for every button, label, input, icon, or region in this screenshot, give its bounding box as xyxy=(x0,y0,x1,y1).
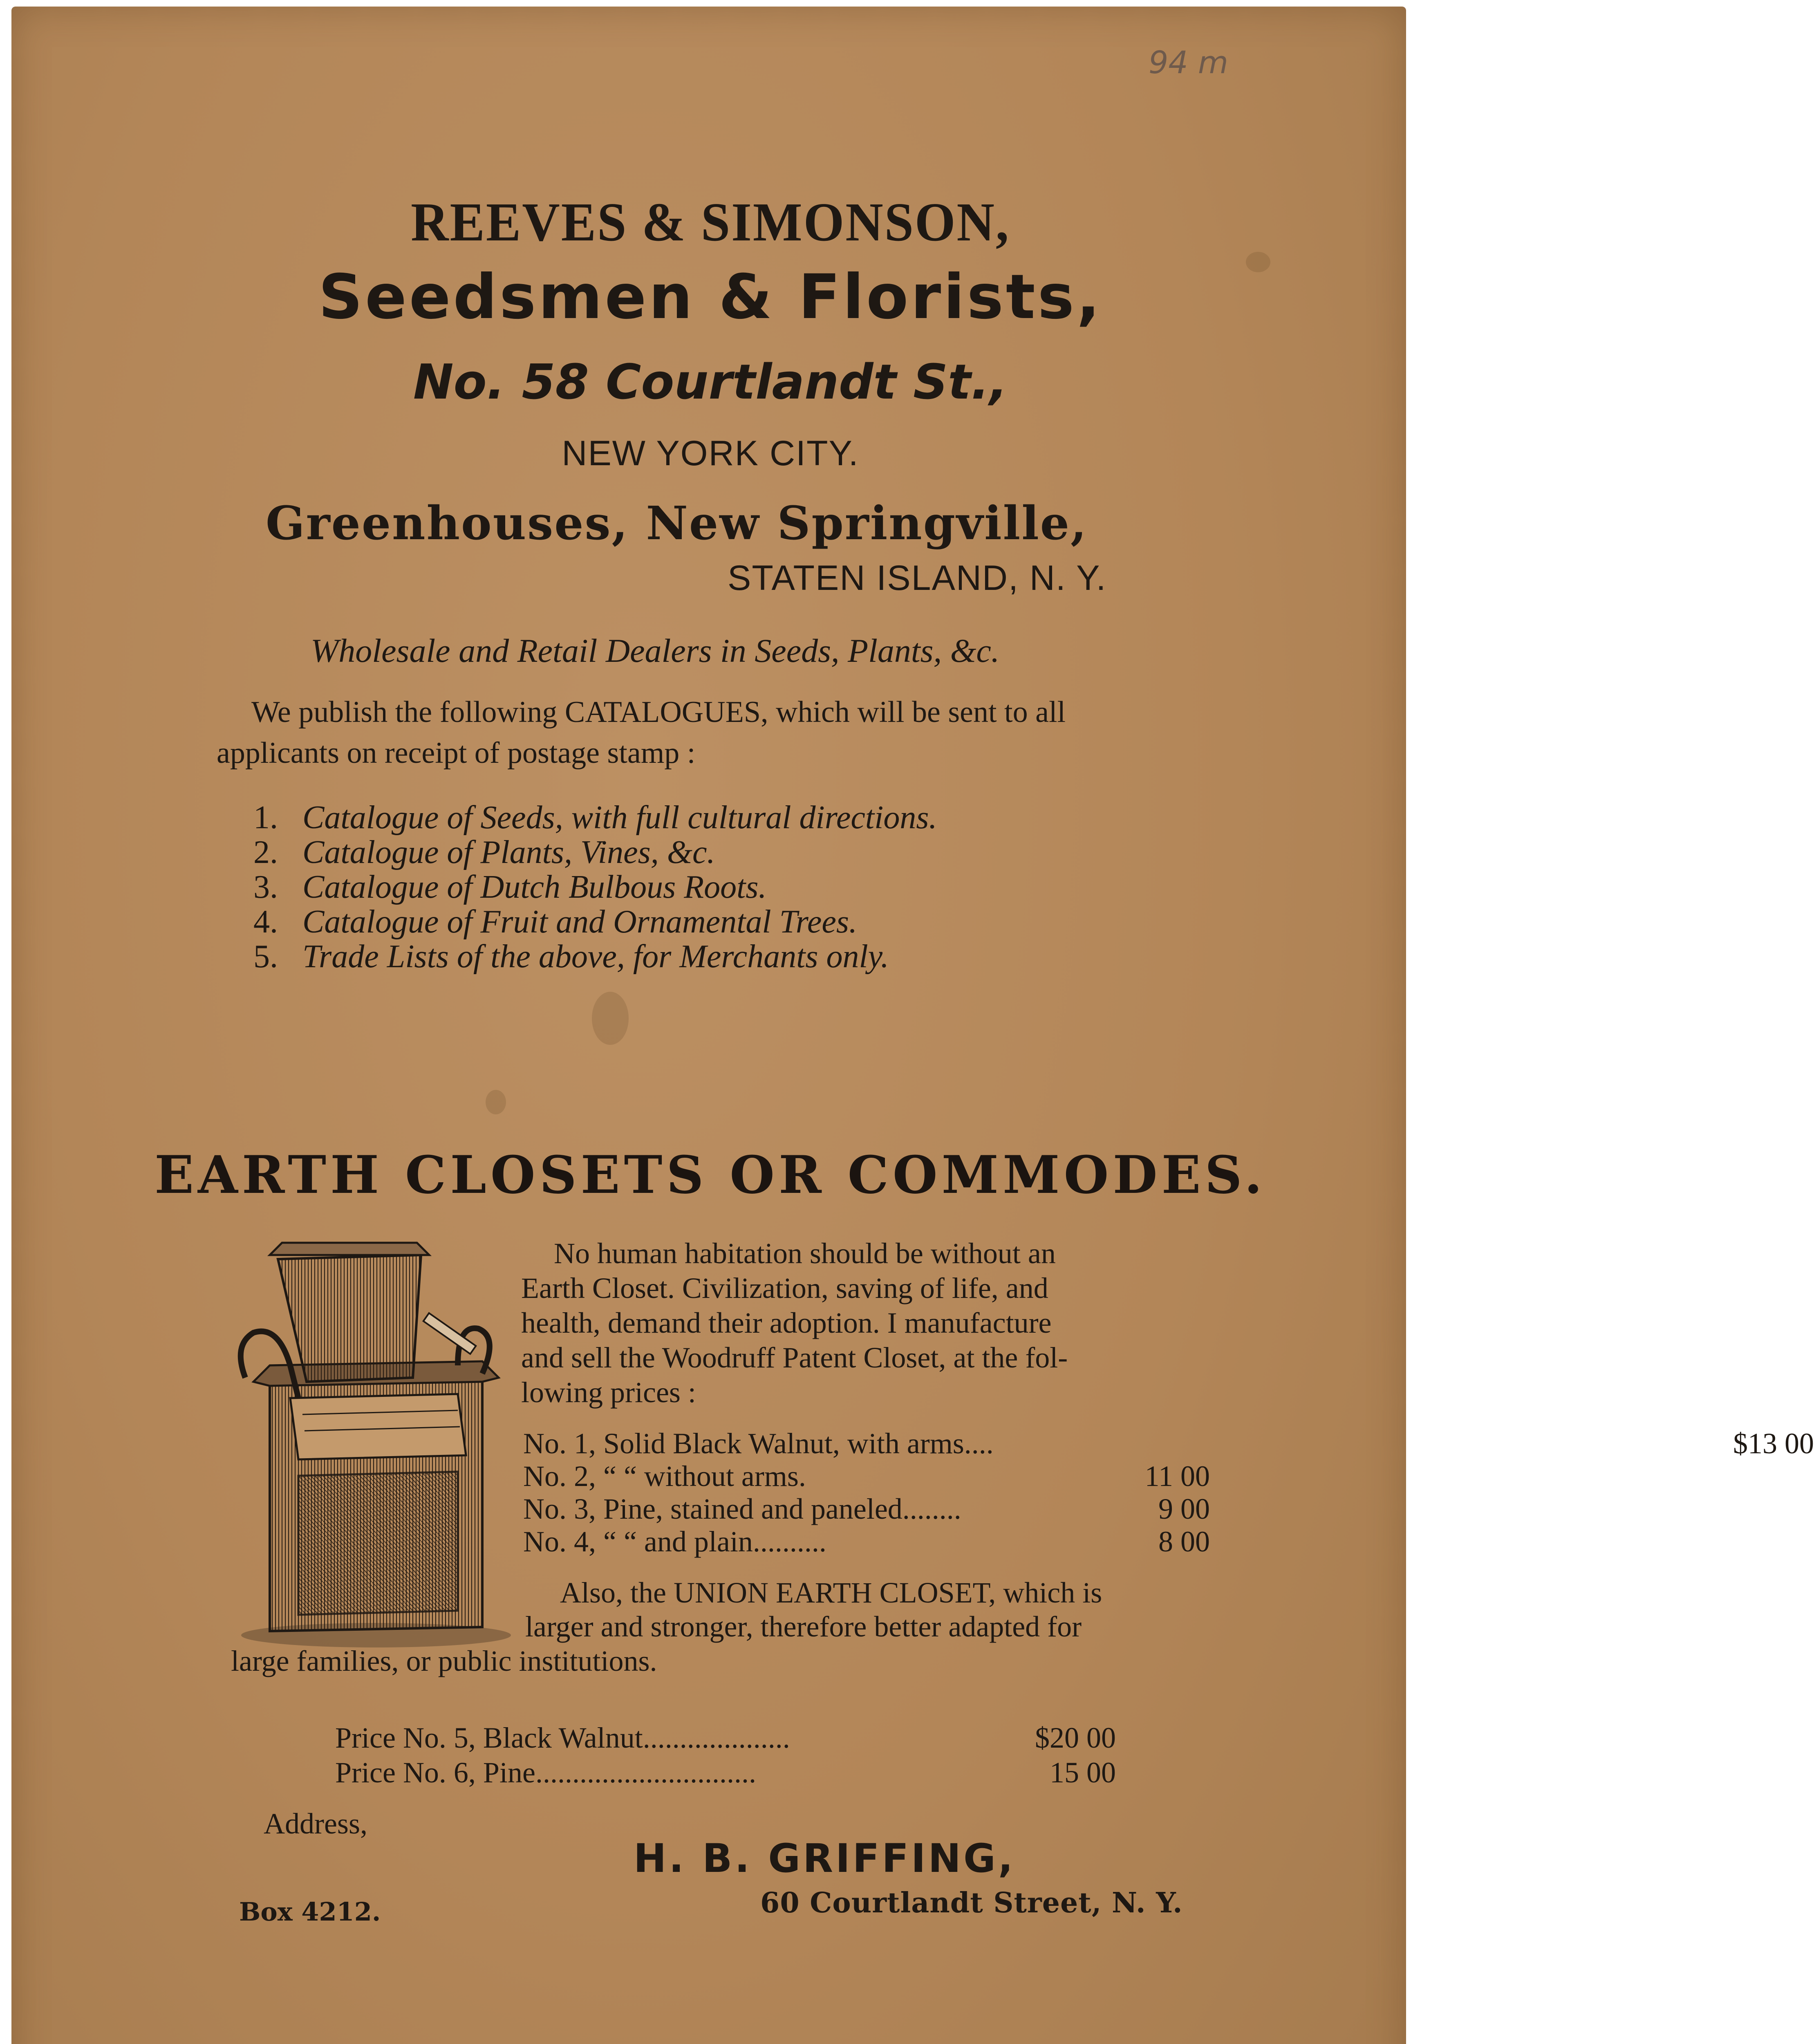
union-price-label: Price No. 5, Black Walnut.................... xyxy=(335,1721,790,1754)
union-closet-text-line: larger and stronger, therefore better adapted for xyxy=(525,1610,1082,1643)
dealers-tagline: Wholesale and Retail Dealers in Seeds, Plants, &c. xyxy=(311,632,1000,669)
commode-illustration xyxy=(229,1243,523,1652)
catalogue-intro-line: applicants on receipt of postage stamp : xyxy=(217,736,696,770)
city-name: NEW YORK CITY. xyxy=(562,434,859,473)
catalogue-intro-line: We publish the following CATALOGUES, which will be sent to all xyxy=(251,695,1066,729)
paper-stain xyxy=(486,1090,506,1114)
street-address: No. 58 Courtlandt St., xyxy=(413,354,1008,410)
merchant-address: 60 Courtlandt Street, N. Y. xyxy=(760,1887,1183,1919)
union-closet-text-line: Also, the UNION EARTH CLOSET, which is xyxy=(560,1576,1102,1609)
address-label: Address, xyxy=(264,1807,367,1840)
earth-closets-heading: EARTH CLOSETS OR COMMODES. xyxy=(154,1145,1266,1205)
earth-closet-text-line: health, demand their adoption. I manufacture xyxy=(521,1307,1052,1339)
earth-closet-text-line: lowing prices : xyxy=(521,1376,696,1409)
earth-closet-text-line: and sell the Woodruff Patent Closet, at the fol- xyxy=(521,1341,1068,1374)
union-price-label: Price No. 6, Pine.............................. xyxy=(335,1756,756,1789)
island-location: STATEN ISLAND, N. Y. xyxy=(728,558,1107,598)
catalogue-item: 3. Catalogue of Dutch Bulbous Roots. xyxy=(253,869,767,905)
catalogue-item: 5. Trade Lists of the above, for Merchants only. xyxy=(253,939,889,975)
greenhouses-location: Greenhouses, New Springville, xyxy=(266,497,1088,550)
box-number: Box 4212. xyxy=(239,1897,381,1927)
price-line-label: No. 4, “ “ and plain.......... xyxy=(523,1525,826,1558)
earth-closet-text-line: Earth Closet. Civilization, saving of life, and xyxy=(521,1272,1048,1304)
union-closet-text-line: large families, or public institutions. xyxy=(231,1645,657,1677)
price-line-label: No. 1, Solid Black Walnut, with arms.... xyxy=(523,1427,994,1460)
pencil-annotation: 94 m xyxy=(1149,44,1228,81)
price-line-label: No. 3, Pine, stained and paneled........ xyxy=(523,1493,961,1525)
catalogue-item: 2. Catalogue of Plants, Vines, &c. xyxy=(253,834,715,870)
catalogue-item: 4. Catalogue of Fruit and Ornamental Trees. xyxy=(253,904,858,940)
earth-closet-text-line: No human habitation should be without an xyxy=(554,1237,1056,1270)
trade-title: Seedsmen & Florists, xyxy=(318,262,1102,333)
firm-name: REEVES & SIMONSON, xyxy=(411,191,1010,253)
merchant-name: H. B. GRIFFING, xyxy=(634,1836,1016,1881)
price-line-label: No. 2, “ “ without arms. xyxy=(523,1460,806,1493)
catalogue-item: 1. Catalogue of Seeds, with full cultural directions. xyxy=(253,800,937,836)
paper-stain xyxy=(592,992,629,1045)
